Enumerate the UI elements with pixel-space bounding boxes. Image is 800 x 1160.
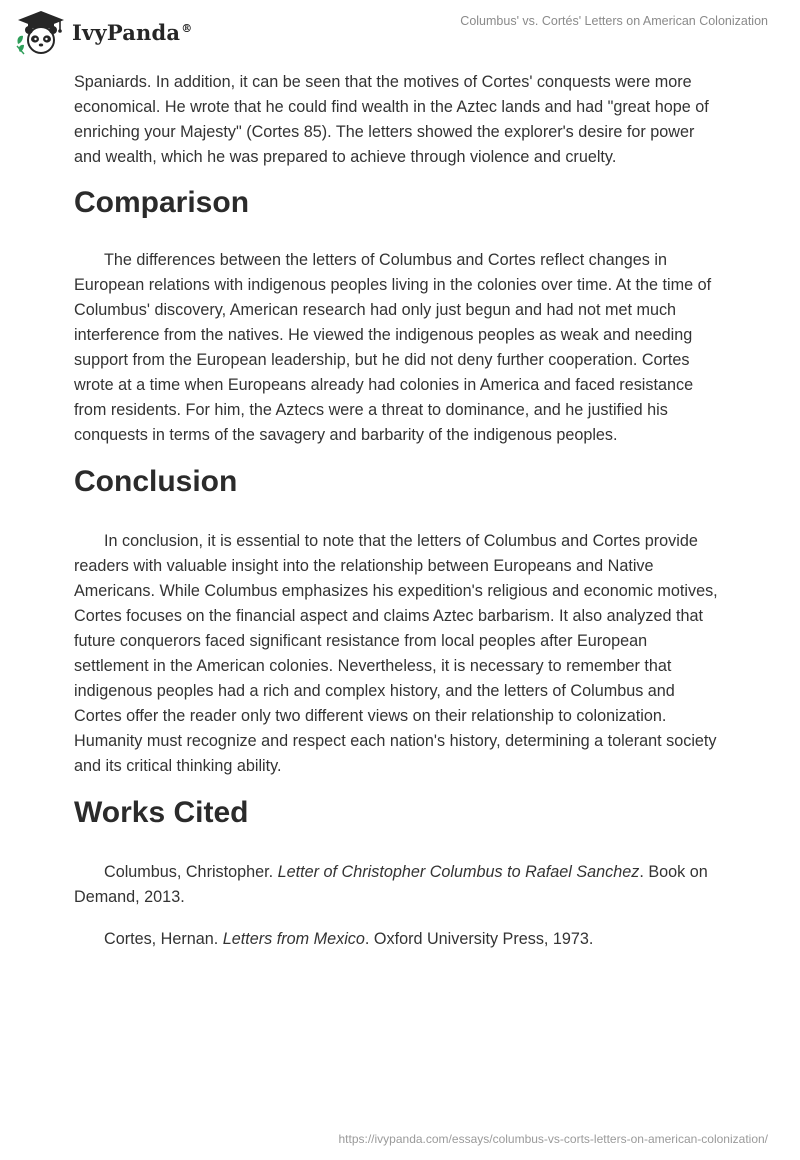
citation-entry: Cortes, Hernan. Letters from Mexico. Oxford University Press, 1973.: [104, 930, 594, 948]
heading-works-cited: Works Cited: [74, 796, 249, 829]
citation-entry: Columbus, Christopher. Letter of Christopher Columbus to Rafael Sanchez. Book on Demand, 2013.: [74, 863, 708, 906]
essay-content: [74, 70, 724, 969]
comparison-paragraph: The differences between the letters of Columbus and Cortes reflect changes in European relations with indigenous peoples living in the colonies over time. At the time of Columbus' discovery, American research had only just begun and had not met much interference from the natives. He viewed the indigenous peoples as weak and needing support from the European leadership, but he did not deny further cooperation. Cortes wrote at a time when Europeans already had colonies in America and faced resistance from residents. For him, the Aztecs were a threat to dominance, and he justified his conquests in terms of the savagery and barbarity of the indigenous peoples.: [74, 251, 712, 444]
page-header: [0, 0, 800, 64]
intro-paragraph: Spaniards. In addition, it can be seen that the motives of Cortes' conquests were more economical. He wrote that he could find wealth in the Aztec lands and had "great hope of enriching your Majesty" (Cortes 85). The letters showed the explorer's desire for power and wealth, which he was prepared to achieve through violence and cruelty.: [74, 73, 709, 166]
logo-text: IvyPanda®: [72, 19, 193, 45]
citation-title: Letter of Christopher Columbus to Rafael Sanchez: [277, 863, 640, 881]
citation-title: Letters from Mexico: [222, 930, 365, 948]
document-title: Columbus' vs. Cortés' Letters on American Colonization: [460, 14, 768, 28]
panda-graduate-icon: [14, 8, 66, 56]
ivypanda-logo[interactable]: [14, 8, 192, 56]
conclusion-paragraph: In conclusion, it is essential to note that the letters of Columbus and Cortes provide readers with valuable insight into the relationship between Europeans and Native Americans. While Columbus emphasizes his expedition's religious and economic motives, Cortes focuses on the financial aspect and claims Aztec barbarism. It also analyzed that future conquerors faced significant resistance from local peoples after European settlement in the American colonies. Nevertheless, it is necessary to remember that indigenous peoples had a rich and complex history, and the letters of Columbus and Cortes offer the reader only two different views on their relationship to colonization. Humanity must recognize and respect each nation's history, determining a tolerant society and its critical thinking ability.: [74, 532, 718, 775]
heading-comparison: Comparison: [74, 186, 250, 219]
heading-conclusion: Conclusion: [74, 465, 238, 498]
source-url[interactable]: https://ivypanda.com/essays/columbus-vs-corts-letters-on-american-colonization/: [338, 1132, 768, 1146]
